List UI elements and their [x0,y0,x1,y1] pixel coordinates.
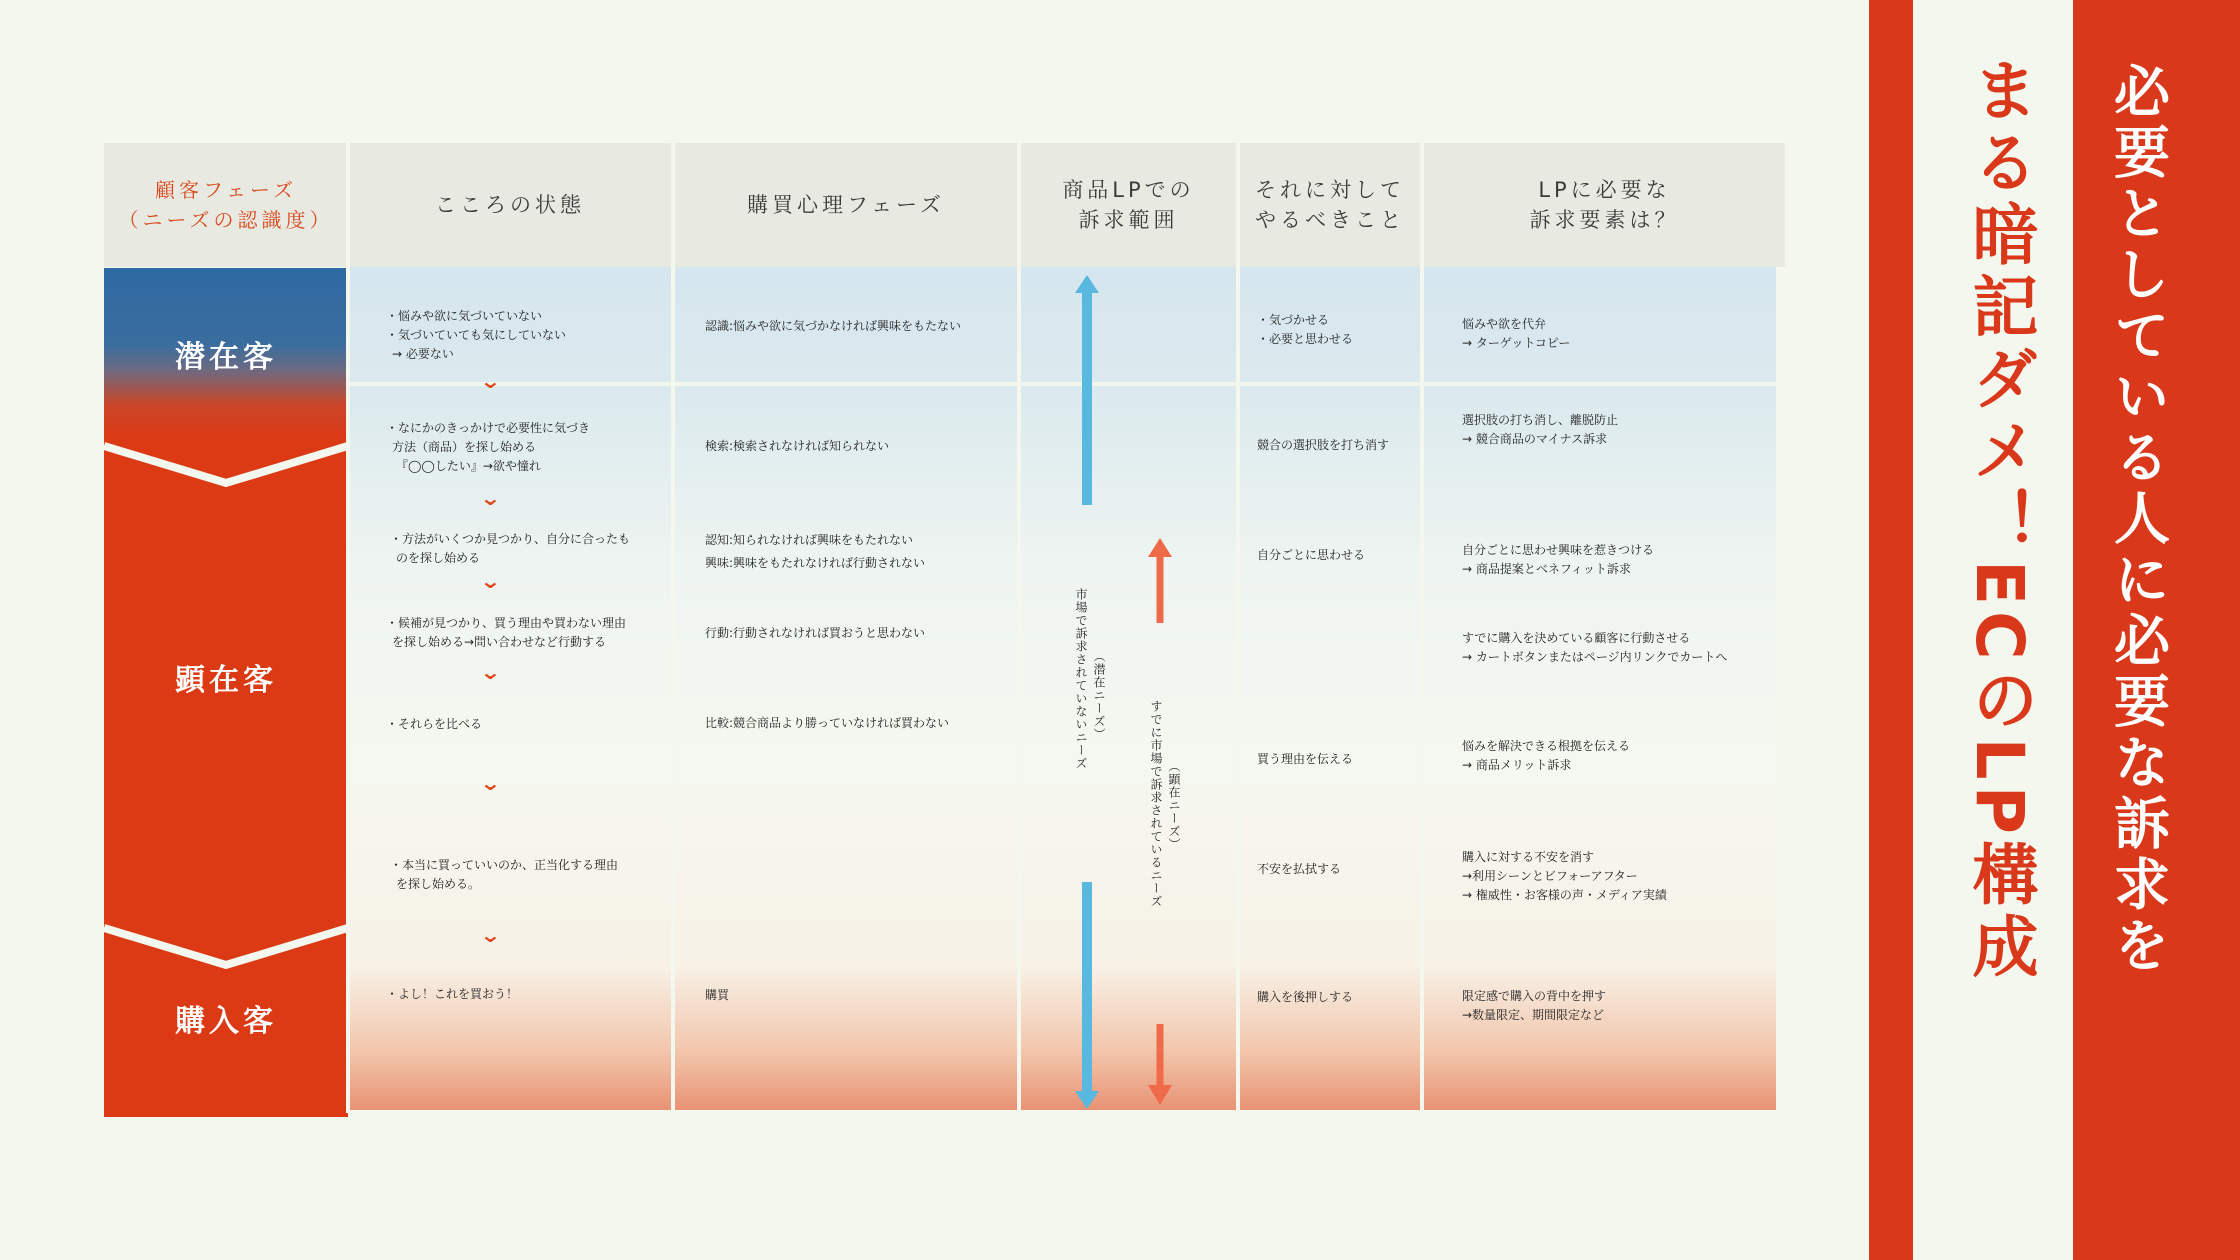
state-cell [390,530,630,568]
header-phase-line1: 顧客フェーズ [155,178,297,202]
phase-apparent: 顕在客 [175,663,277,698]
header-todo [1240,143,1420,267]
chevron-down-icon: ⌄ [479,923,502,947]
need-line: 選択肢の打ち消し、離脱防止 [1462,413,1619,427]
state-line: 方法（商品）を探し始める [392,440,537,454]
chevron-down-icon: ⌄ [479,660,502,684]
state-line: ・なにかのきっかけで必要性に気づき [386,421,591,435]
title-line2: まる暗記ダメ！ECのLP構成 [1961,56,2038,984]
phase-latent: 潜在客 [175,340,277,375]
latent-arrow-head-down [1075,1091,1099,1109]
state-line: ・本当に買っていいのか、正当化する理由 [390,858,619,872]
todo-cell: 競合の選択肢を打ち消す [1257,438,1390,452]
column-divider [1420,143,1424,1113]
need-cell [1462,315,1570,353]
need-line: → 商品提案とベネフィット訴求 [1462,562,1631,576]
latent-arrow-head-up [1075,275,1099,293]
need-line: → カートボタンまたはページ内リンクでカートへ [1462,650,1728,664]
header-todo-line1: それに対して [1255,178,1405,202]
header-psych [675,143,1017,267]
state-line: ・方法がいくつか見つかり、自分に合ったも [390,532,631,546]
psych-cell: 比較:競合商品より勝っていなければ買わない [705,716,950,730]
title-line1: 必要としている人に必要な訴求を [2105,62,2170,977]
need-cell [1462,541,1654,579]
column-divider [346,143,350,1113]
chevron-down-icon: ⌄ [479,486,502,510]
need-line: 悩みや欲を代弁 [1462,317,1547,331]
state-line: ・気づいていても気にしていない [386,328,567,342]
todo-cell: 不安を払拭する [1257,862,1342,876]
title-stripe [1869,0,1913,1260]
phase-buyer: 購入客 [175,1004,277,1039]
todo-cell [1257,311,1353,349]
state-line: ・それらを比べる [386,717,483,731]
apparent-scope-label: （顕在ニーズ） [1167,760,1181,851]
need-cell [1462,737,1630,775]
need-cell [1462,848,1667,905]
need-line: →利用シーンとビフォーアフター [1462,869,1638,883]
need-cell [1462,411,1618,449]
header-phase-line2: （ニーズの認識度） [118,208,334,232]
need-line: →数量限定、期間限定など [1462,1008,1605,1022]
header-scope-line2: 訴求範囲 [1078,208,1179,232]
psych-cell: 行動:行動されなければ買おうと思わない [705,626,926,640]
state-line: ・候補が見つかり、買う理由や買わない理由 [386,616,627,630]
psych-cell [705,531,925,573]
header-scope [1021,143,1236,267]
header-need-line1: LPに必要な [1538,178,1671,202]
todo-line: ・気づかせる [1257,313,1330,327]
apparent-scope-text: すでに市場で訴求されているニーズ [1149,700,1163,908]
header-need [1424,143,1785,267]
need-cell [1462,629,1727,667]
psych-cell: 検索:検索されなければ知られない [705,439,890,453]
phase-column [104,268,348,1117]
header-psych-label: 購買心理フェーズ [747,193,945,217]
header-need-line2: 訴求要素は？ [1529,208,1680,232]
state-cell [386,307,566,364]
need-line: → 権威性・お客様の声・メディア実績 [1462,888,1667,902]
psych-line: 興味:興味をもたれなければ行動されない [705,556,926,570]
apparent-arrow-head-up [1148,538,1172,557]
state-line: を探し始める→問い合わせなど行動する [392,635,607,649]
need-line: 限定感で購入の背中を押す [1462,989,1607,1003]
chevron-down-icon: ⌄ [479,771,502,795]
todo-line: ・必要と思わせる [1257,332,1354,346]
state-line: 『◯◯したい』→欲や憧れ [396,459,541,473]
need-line: → 競合商品のマイナス訴求 [1462,432,1608,446]
need-line: → ターゲットコピー [1462,336,1571,350]
todo-cell: 購入を後押しする [1257,990,1354,1004]
todo-cell: 買う理由を伝える [1257,752,1354,766]
state-line: ・よし！これを買おう！ [386,987,519,1001]
header-state [349,143,671,267]
state-cell [386,614,626,652]
header-state-label: こころの状態 [435,193,585,217]
state-cell [386,715,482,734]
state-line: ・悩みや欲に気づいていない [386,309,543,323]
column-divider [1236,143,1240,1113]
need-line: すでに購入を決めている顧客に行動させる [1462,631,1691,645]
need-line: 悩みを解決できる根拠を伝える [1462,739,1631,753]
header-scope-line1: 商品LPでの [1062,178,1195,202]
scope-arrows [1021,267,1236,1112]
need-line: 自分ごとに思わせ興味を惹きつける [1462,543,1655,557]
apparent-arrow-head-down [1148,1085,1172,1105]
psych-cell: 認識:悩みや欲に気づかなければ興味をもたない [705,319,962,333]
column-divider [671,143,675,1113]
latent-scope-text: 市場で訴求されていないニーズ [1074,588,1088,770]
psych-cell: 購買 [705,988,730,1002]
state-cell [386,419,590,476]
todo-cell: 自分ごとに思わせる [1257,548,1366,562]
state-cell [390,856,618,894]
header-phase [104,143,348,267]
chevron-down-icon: ⌄ [479,569,502,593]
state-line: のを探し始める [396,551,481,565]
header-todo-line2: やるべきこと [1255,208,1405,232]
chevron-down-icon: ⌄ [479,369,502,393]
need-line: 購入に対する不安を消す [1462,850,1595,864]
latent-scope-label: （潜在ニーズ） [1092,650,1106,741]
need-cell [1462,987,1606,1025]
need-line: → 商品メリット訴求 [1462,758,1572,772]
psych-line: 認知:知られなければ興味をもたれない [705,533,914,547]
state-line: → 必要ない [392,347,454,361]
state-cell [386,985,518,1004]
state-line: を探し始める。 [396,877,481,891]
